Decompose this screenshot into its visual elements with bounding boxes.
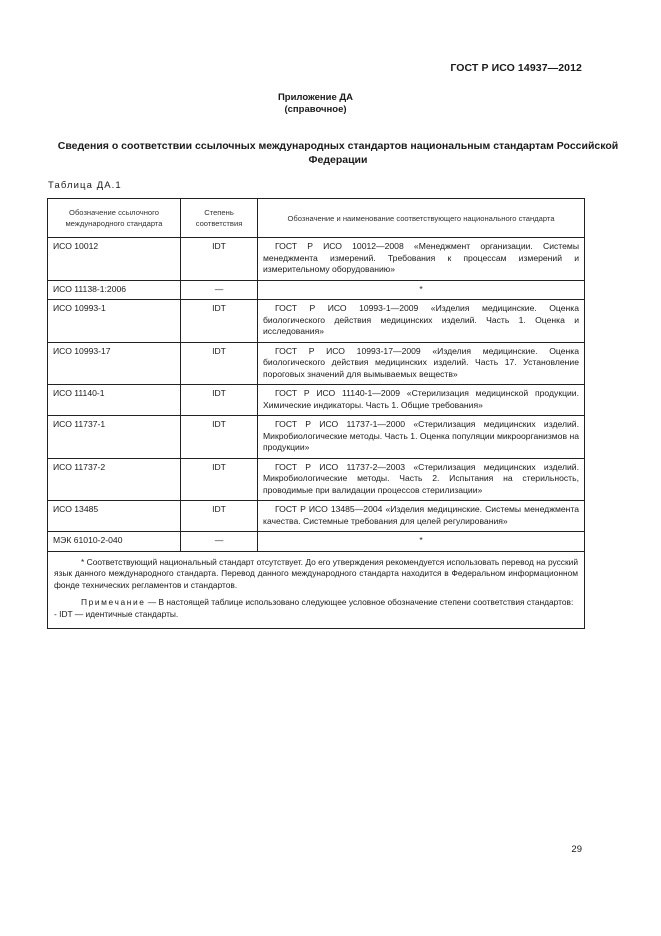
appendix-subtitle: (справочное) bbox=[284, 104, 347, 115]
cell-degree: IDT bbox=[181, 416, 258, 459]
cell-national: ГОСТ Р ИСО 11737-1—2000 «Стерилизация медицинских изделий. Микробиологические методы. Часть 1. Оценка популяции микроорганизмов на продукции» bbox=[258, 416, 585, 459]
page-number: 29 bbox=[571, 844, 582, 855]
table-label: Таблица ДА.1 bbox=[48, 180, 122, 191]
table-footnote: * Соответствующий национальный стандарт отсутствует. До его утверждения рекомендуется использовать перевод на русский язык данного международного стандарта. Перевод данного международного стандарта находится в Федеральном информационном фонде технических регламентов и стандартов. bbox=[54, 556, 578, 590]
table-row bbox=[48, 280, 585, 300]
note-item: - IDT — идентичные стандарты. bbox=[54, 608, 179, 619]
cell-reference: ИСО 11737-1 bbox=[48, 416, 181, 459]
correspondence-table bbox=[47, 198, 585, 629]
cell-national: * bbox=[258, 532, 585, 552]
table-row bbox=[48, 501, 585, 532]
cell-reference: ИСО 13485 bbox=[48, 501, 181, 532]
table-row bbox=[48, 385, 585, 416]
cell-reference: ИСО 10993-17 bbox=[48, 342, 181, 385]
cell-reference: МЭК 61010-2-040 bbox=[48, 532, 181, 552]
cell-reference: ИСО 10012 bbox=[48, 238, 181, 281]
header-national-standard: Обозначение и наименование соответствующего национального стандарта bbox=[258, 199, 585, 238]
table-notes-row bbox=[48, 551, 585, 629]
header-degree: Степень соответствия bbox=[181, 199, 258, 238]
cell-degree: IDT bbox=[181, 385, 258, 416]
appendix-heading bbox=[0, 92, 631, 116]
table-row bbox=[48, 342, 585, 385]
cell-degree: IDT bbox=[181, 238, 258, 281]
table-row bbox=[48, 300, 585, 343]
standard-code: ГОСТ Р ИСО 14937—2012 bbox=[450, 62, 582, 74]
cell-national: ГОСТ Р ИСО 10993-1—2009 «Изделия медицинские. Оценка биологического действия медицинских изделий. Часть 1. Оценка и исследования» bbox=[258, 300, 585, 343]
table-row bbox=[48, 416, 585, 459]
cell-degree: — bbox=[181, 280, 258, 300]
cell-degree: IDT bbox=[181, 342, 258, 385]
cell-national: ГОСТ Р ИСО 13485—2004 «Изделия медицинские. Системы менеджмента качества. Системные требования для целей регулирования» bbox=[258, 501, 585, 532]
header-reference-standard: Обозначение ссылочного международного стандарта bbox=[48, 199, 181, 238]
cell-reference: ИСО 10993-1 bbox=[48, 300, 181, 343]
cell-degree: IDT bbox=[181, 300, 258, 343]
cell-national: ГОСТ Р ИСО 10012—2008 «Менеджмент организации. Системы менеджмента измерений. Требования к процессам измерений и измерительному оборудованию» bbox=[258, 238, 585, 281]
cell-national: ГОСТ Р ИСО 10993-17—2009 «Изделия медицинские. Оценка биологического действия медицинских изделий. Часть 17. Установление пороговых значений для вымываемых веществ» bbox=[258, 342, 585, 385]
table-notes bbox=[48, 551, 585, 629]
cell-national: * bbox=[258, 280, 585, 300]
cell-reference: ИСО 11140-1 bbox=[48, 385, 181, 416]
cell-degree: IDT bbox=[181, 501, 258, 532]
table-row bbox=[48, 458, 585, 501]
note-label: Примечание bbox=[81, 597, 146, 607]
cell-degree: IDT bbox=[181, 458, 258, 501]
cell-degree: — bbox=[181, 532, 258, 552]
section-title: Сведения о соответствии ссылочных международных стандартов национальным стандартам Российской Федерации bbox=[57, 140, 619, 166]
appendix-title: Приложение ДА bbox=[277, 92, 354, 103]
table-header-row bbox=[48, 199, 585, 238]
note-text: — В настоящей таблице использовано следующее условное обозначение степени соответствия стандартов: bbox=[145, 597, 574, 607]
table-note bbox=[54, 597, 578, 609]
cell-reference: ИСО 11737-2 bbox=[48, 458, 181, 501]
cell-reference: ИСО 11138-1:2006 bbox=[48, 280, 181, 300]
cell-national: ГОСТ Р ИСО 11737-2—2003 «Стерилизация медицинских изделий. Микробиологические методы. Часть 2. Испытания на стерильность, проводимые при валидации процессов стерилизации» bbox=[258, 458, 585, 501]
table-row bbox=[48, 532, 585, 552]
table-row bbox=[48, 238, 585, 281]
cell-national: ГОСТ Р ИСО 11140-1—2009 «Стерилизация медицинской продукции. Химические индикаторы. Часть 1. Общие требования» bbox=[258, 385, 585, 416]
